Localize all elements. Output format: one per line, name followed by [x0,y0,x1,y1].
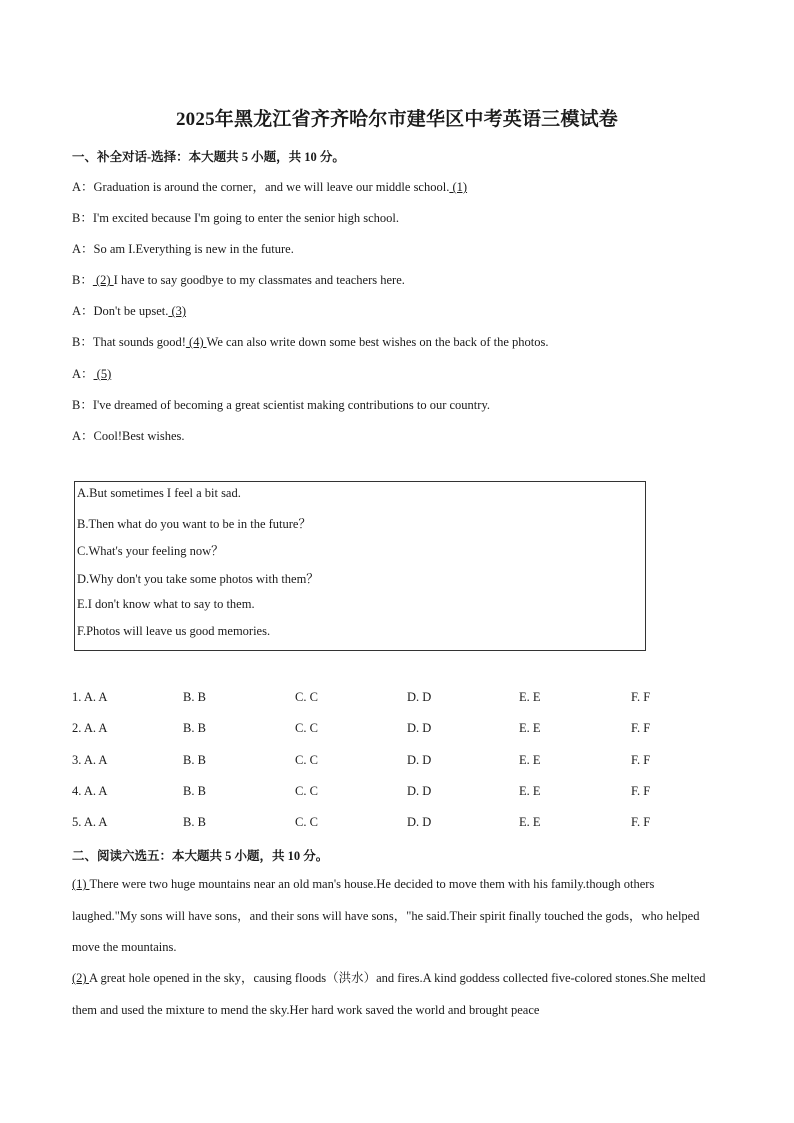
answer-choice-a[interactable]: A. A [83,815,108,829]
blank-marker: (2) [92,273,114,287]
answer-choice-a[interactable]: A. A [83,753,108,767]
dialogue-text: Don't be upset. [93,304,169,318]
section-1-heading: 一、补全对话-选择：本大题共 5 小题，共 10 分。 [72,150,345,164]
section-2-heading: 二、阅读六选五：本大题共 5 小题，共 10 分。 [72,849,329,863]
question-number: 2. [72,721,82,735]
answer-choice-c[interactable]: C. C [295,784,318,798]
answer-choice-f[interactable]: F. F [631,784,651,798]
blank-marker: (1) [449,180,468,194]
blank-marker: (2) [72,971,90,985]
answer-choice-a[interactable]: A. A [83,784,108,798]
dialogue-line [72,332,549,350]
question-number: 4. [72,784,82,798]
option-item: D.Why don't you take some photos with them？ [77,572,319,586]
speaker-label: A： [72,367,94,381]
reading-paragraph-2 [72,963,712,1026]
option-item: E.I don't know what to say to them. [77,597,255,611]
answer-choice-c[interactable]: C. C [295,721,318,735]
reading-paragraph-1 [72,869,712,964]
answer-choice-d[interactable]: D. D [407,690,432,704]
dialogue-line [72,239,294,257]
blank-marker: (5) [93,367,112,381]
answer-row [0,721,794,737]
dialogue-text: We can also write down some best wishes on the back of the photos. [206,335,549,349]
dialogue-line [72,177,467,195]
answer-choice-c[interactable]: C. C [295,753,318,767]
option-item: B.Then what do you want to be in the future？ [77,517,311,531]
option-item: C.What's your feeling now？ [77,544,224,558]
dialogue-text: I'm excited because I'm going to enter the senior high school. [92,211,399,225]
answer-choice-e[interactable]: E. E [519,690,541,704]
answer-choice-c[interactable]: C. C [295,690,318,704]
speaker-label: A： [72,180,94,194]
answer-row [0,815,794,831]
speaker-label: A： [72,242,94,256]
answer-choice-d[interactable]: D. D [407,784,432,798]
speaker-label: B： [72,398,93,412]
page-title: 2025年黑龙江省齐齐哈尔市建华区中考英语三模试卷 [175,109,618,130]
option-item: A.But sometimes I feel a bit sad. [77,486,241,500]
paragraph-text: A great hole opened in the sky，causing floods（洪水）and fires.A kind goddess collected five-colored stones.She melted them and used the mixture to mend the sky.Her hard work saved the world and brought peace [72,971,706,1017]
answer-choice-d[interactable]: D. D [407,753,432,767]
answer-choice-e[interactable]: E. E [519,721,541,735]
answer-choice-b[interactable]: B. B [183,690,206,704]
dialogue-text: I've dreamed of becoming a great scientist making contributions to our country. [92,398,491,412]
dialogue-line [72,208,399,226]
question-number: 1. [72,690,82,704]
speaker-label: B： [72,335,93,349]
answer-choice-f[interactable]: F. F [631,721,651,735]
answer-choice-d[interactable]: D. D [407,721,432,735]
answer-choice-b[interactable]: B. B [183,784,206,798]
answer-choice-d[interactable]: D. D [407,815,432,829]
answer-choice-e[interactable]: E. E [519,815,541,829]
dialogue-text: Cool!Best wishes. [93,429,185,443]
speaker-label: B： [72,273,93,287]
paragraph-text: There were two huge mountains near an old man's house.He decided to move them with his family.though others laughed."My sons will have sons，and their sons will have sons，"he said.Their spirit finally touched the gods，who helped move the mountains. [72,877,700,954]
dialogue-text: That sounds good! [92,335,186,349]
answer-choice-e[interactable]: E. E [519,784,541,798]
dialogue-line [72,270,405,288]
dialogue-text: Graduation is around the corner，and we will leave our middle school. [93,180,450,194]
answer-choice-b[interactable]: B. B [183,815,206,829]
answer-choice-b[interactable]: B. B [183,721,206,735]
option-item: F.Photos will leave us good memories. [77,624,271,638]
dialogue-text: I have to say goodbye to my classmates and teachers here. [113,273,405,287]
question-number: 3. [72,753,82,767]
dialogue-line [72,426,185,444]
answer-choice-c[interactable]: C. C [295,815,318,829]
answer-choice-b[interactable]: B. B [183,753,206,767]
options-box [74,481,646,651]
answer-choice-f[interactable]: F. F [631,815,651,829]
dialogue-line [72,395,490,413]
blank-marker: (4) [185,335,207,349]
blank-marker: (3) [168,304,187,318]
dialogue-line [72,364,111,382]
dialogue-line [72,301,186,319]
speaker-label: B： [72,211,93,225]
answer-row [0,784,794,800]
answer-row [0,690,794,706]
dialogue-text: So am I.Everything is new in the future. [93,242,294,256]
blank-marker: (1) [72,877,90,891]
speaker-label: A： [72,304,94,318]
speaker-label: A： [72,429,94,443]
answer-choice-a[interactable]: A. A [83,690,108,704]
answer-row [0,753,794,769]
answer-choice-e[interactable]: E. E [519,753,541,767]
answer-choice-a[interactable]: A. A [83,721,108,735]
answer-choice-f[interactable]: F. F [631,690,651,704]
question-number: 5. [72,815,82,829]
answer-choice-f[interactable]: F. F [631,753,651,767]
